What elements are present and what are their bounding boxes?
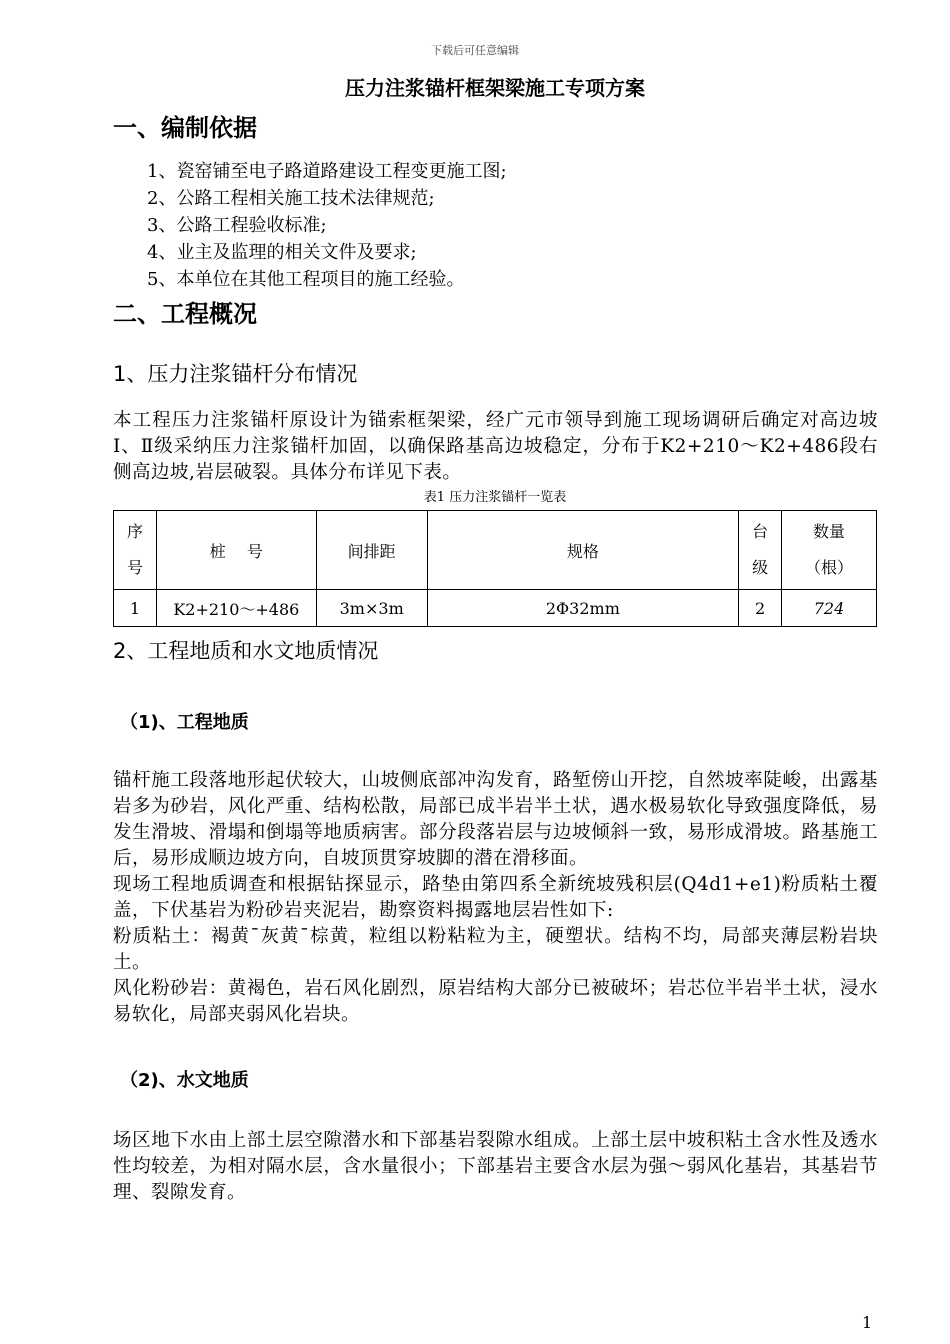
table-header-row (114, 511, 877, 590)
section1-heading: 一、编制依据 (113, 114, 257, 142)
cell-qty: 724 (782, 590, 877, 627)
header-stake: 桩 号 (156, 511, 316, 590)
cell-level: 2 (739, 590, 782, 627)
document-title: 压力注浆锚杆框架梁施工专项方案 (345, 76, 645, 100)
subsection2-heading: 2、工程地质和水文地质情况 (113, 639, 379, 663)
header-seq: 序 号 (114, 511, 157, 590)
basis-list (147, 158, 507, 293)
hydrology-paragraph: 场区地下水由上部土层空隙潜水和下部基岩裂隙水组成。上部土层中坡积粘土含水性及透水性均较差，为相对隔水层，含水量很小；下部基岩主要含水层为强～弱风化基岩，其基岩节理、裂隙发育。 (113, 1130, 878, 1203)
list-item: 1、瓷窑铺至电子路道路建设工程变更施工图; (147, 161, 507, 182)
geology-paragraph: 锚杆施工段落地形起伏较大，山坡侧底部冲沟发育，路堑傍山开挖，自然坡率陡峻，出露基岩多为砂岩，风化严重、结构松散，局部已成半岩半土状，遇水极易软化导致强度降低，易发生滑坡、滑塌和倒塌等地质病害。部分段落岩层与边坡倾斜一致，易形成滑坡。路基施工后，易形成顺边坡方向，自坡顶贯穿坡脚的潜在滑移面。 (113, 770, 878, 869)
geology-text (113, 768, 878, 1028)
header-level: 台 级 (739, 511, 782, 590)
list-item: 3、公路工程验收标准; (147, 215, 327, 236)
list-item: 5、本单位在其他工程项目的施工经验。 (147, 269, 465, 290)
geology-heading: （1)、工程地质 (120, 712, 249, 733)
anchor-table (113, 510, 877, 627)
header-spacing: 间排距 (316, 511, 427, 590)
geology-paragraph: 风化粉砂岩：黄褐色，岩石风化剧烈，原岩结构大部分已被破坏；岩芯位半岩半土状，浸水易软化，局部夹弱风化岩块。 (113, 978, 878, 1025)
header-spec: 规格 (427, 511, 738, 590)
list-item: 4、业主及监理的相关文件及要求; (147, 242, 417, 263)
table-row (114, 590, 877, 627)
cell-spec: 2Φ32mm (427, 590, 738, 627)
header-qty: 数量 （根） (782, 511, 877, 590)
page-number: 1 (862, 1313, 873, 1332)
hydrology-heading: （2)、水文地质 (120, 1070, 249, 1091)
distribution-paragraph: 本工程压力注浆锚杆原设计为锚索框架梁，经广元市领导到施工现场调研后确定对高边坡Ⅰ、Ⅱ级采纳压力注浆锚杆加固，以确保路基高边坡稳定，分布于K2+210～K2+486段右侧高边坡,岩层破裂。具体分布详见下表。 (113, 410, 878, 483)
section2-heading: 二、工程概况 (113, 300, 257, 328)
cell-stake: K2+210～+486 (156, 590, 316, 627)
table-caption: 表1 压力注浆锚杆一览表 (423, 490, 567, 505)
cell-spacing: 3m×3m (316, 590, 427, 627)
cell-seq: 1 (114, 590, 157, 627)
geology-paragraph: 粉质粘土：褐黄¯灰黄¯棕黄，粒组以粉粘粒为主，硬塑状。结构不均，局部夹薄层粉岩块土。 (113, 926, 878, 973)
geology-paragraph: 现场工程地质调查和根据钻探显示，路垫由第四系全新统坡残积层(Q4d1+e1)粉质粘土覆盖，下伏基岩为粉砂岩夹泥岩，勘察资料揭露地层岩性如下: (113, 874, 878, 921)
subsection1-heading: 1、压力注浆锚杆分布情况 (113, 362, 358, 386)
header-note: 下载后可任意编辑 (431, 44, 519, 57)
list-item: 2、公路工程相关施工技术法律规范; (147, 188, 435, 209)
